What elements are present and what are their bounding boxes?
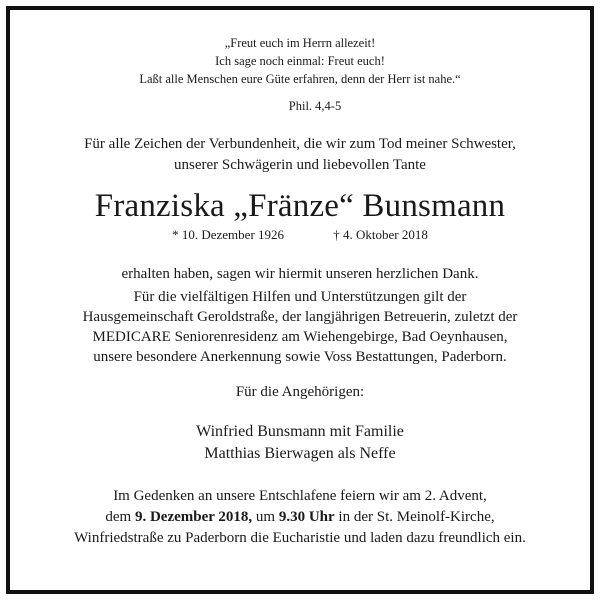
verse-line: Laßt alle Menschen eure Güte erfahren, denn der Herr ist nahe.“ (139, 72, 461, 86)
verse-line: Ich sage noch einmal: Freut euch! (215, 54, 385, 68)
thanks-statement: erhalten haben, sagen wir hiermit unseren herzlichen Dank. (121, 266, 479, 282)
relatives-list (10, 421, 590, 465)
acknowledgement-line: Für die vielfältigen Hilfen und Unterstützungen gilt der (133, 289, 467, 305)
memorial-text: dem (105, 509, 135, 525)
service-time: 9.30 Uhr (278, 509, 335, 525)
acknowledgement-line: unsere besondere Anerkennung sowie Voss Bestattungen, Paderborn. (93, 349, 507, 365)
deceased-name: Franziska „Fränze“ Bunsmann (94, 188, 506, 224)
relative-name: Matthias Bierwagen als Neffe (204, 445, 396, 462)
birth-date: * 10. Dezember 1926 (172, 227, 285, 242)
memorial-line: Winfriedstraße zu Paderborn die Eucharistie und laden dazu freundlich ein. (74, 530, 526, 546)
verse-reference: Phil. 4,4-5 (288, 99, 342, 113)
death-date: † 4. Oktober 2018 (333, 227, 428, 242)
memorial-text: in der St. Meinolf-Kirche, (334, 509, 495, 525)
relative-name: Winfried Bunsmann mit Familie (196, 423, 404, 440)
life-dates (10, 226, 590, 244)
relatives-heading: Für die Angehörigen: (235, 384, 365, 400)
thanks-line: unserer Schwägerin und liebevollen Tante (174, 157, 426, 173)
memorial-service-info (10, 486, 590, 549)
memorial-line (10, 507, 590, 528)
acknowledgements (10, 287, 590, 367)
acknowledgement-line: Hausgemeinschaft Geroldstraße, der langjährigen Betreuerin, zuletzt der (82, 309, 518, 325)
bible-verse (10, 34, 590, 88)
obituary-notice (10, 10, 590, 549)
thanks-line: Für alle Zeichen der Verbundenheit, die wir zum Tod meiner Schwester, (84, 136, 516, 152)
acknowledgement-line: MEDICARE Seniorenresidenz am Wiehengebirge, Bad Oeynhausen, (92, 329, 508, 345)
thanks-intro (10, 134, 590, 176)
verse-line: „Freut euch im Herrn allezeit! (224, 36, 376, 50)
memorial-line: Im Gedenken an unsere Entschlafene feiern wir am 2. Advent, (113, 488, 487, 504)
service-date: 9. Dezember 2018, (134, 509, 253, 525)
memorial-text: um (252, 509, 279, 525)
